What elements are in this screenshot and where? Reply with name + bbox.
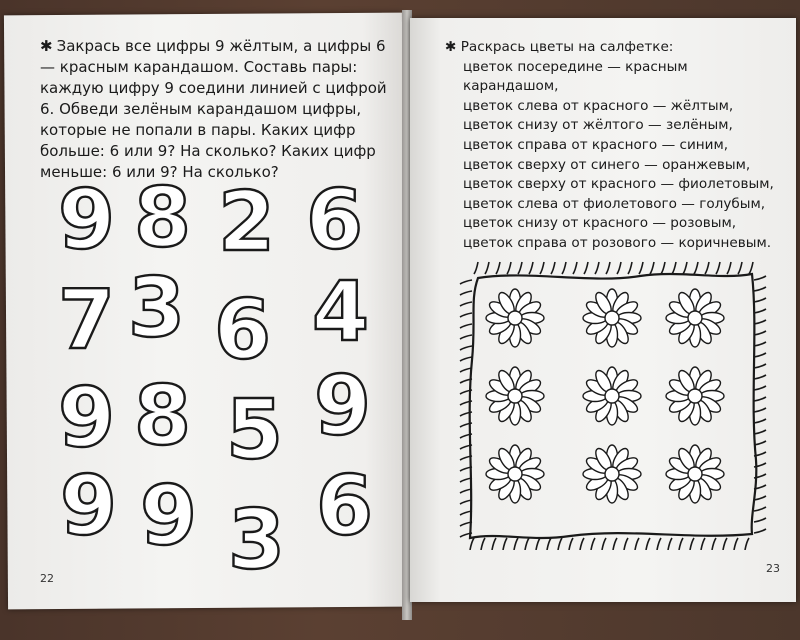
instruction-line: цветок слева от фиолетового — голубым, <box>463 195 766 212</box>
digit: 7 <box>58 273 116 368</box>
digit: 3 <box>228 493 286 588</box>
fringe-curl <box>460 357 472 361</box>
fringe-curl <box>745 538 749 550</box>
right-task-heading <box>445 38 785 58</box>
fringe-curl <box>536 538 540 550</box>
fringe-curl <box>754 507 766 511</box>
fringe-curl <box>496 262 500 274</box>
fringe-curl <box>529 262 533 274</box>
digit: 2 <box>218 175 276 270</box>
fringe-curl <box>701 538 705 550</box>
flower-center <box>688 389 702 403</box>
fringe-curl <box>754 364 766 368</box>
fringe-curl <box>754 342 766 346</box>
fringe-curl <box>683 262 687 274</box>
fringe-curl <box>672 262 676 274</box>
digit: 6 <box>214 283 272 378</box>
left-task-text: Закрась все цифры 9 жёлтым, а цифры 6 — красным карандашом. Составь пары: каждую цифру 9 соедини линией с цифрой 6. Обведи зелёным карандашом цифры, которые не попали в пары. Каких цифр больше: 6 или 9? На сколько? Каких цифр меньше: 6 или 9? На сколько? <box>40 37 387 181</box>
digit: 6 <box>306 173 364 268</box>
fringe-curl <box>569 538 573 550</box>
instruction-line: цветок снизу от красного — розовым, <box>463 215 737 232</box>
instruction-line: цветок справа от розового — коричневым. <box>463 234 772 251</box>
fringe-curl <box>507 262 511 274</box>
fringe-curl <box>668 538 672 550</box>
fringe-curl <box>573 262 577 274</box>
digit: 9 <box>58 173 116 268</box>
left-page-number: 22 <box>40 572 54 585</box>
fringe-curl <box>754 353 766 357</box>
instruction-line: цветок слева от красного — жёлтым, <box>463 97 734 114</box>
flowers-grid <box>486 289 724 503</box>
fringe-curl <box>705 262 709 274</box>
fringe-curl <box>650 262 654 274</box>
fringe-curl <box>712 538 716 550</box>
fringe-curl <box>646 538 650 550</box>
task-bullet-icon: ✱ <box>40 37 53 55</box>
flower <box>666 445 724 503</box>
flower <box>583 289 641 347</box>
fringe-curl <box>754 430 766 434</box>
fringe-curl <box>639 262 643 274</box>
fringe-curl <box>754 518 766 522</box>
fringe-curl <box>460 346 472 350</box>
flower-center <box>508 467 522 481</box>
fringe-curl <box>754 276 766 280</box>
instruction-line: цветок справа от красного — синим, <box>463 136 729 153</box>
fringe-curl <box>492 538 496 550</box>
fringe-curl <box>624 538 628 550</box>
fringe-curl <box>734 538 738 550</box>
fringe-curl <box>716 262 720 274</box>
fringe-curl <box>635 538 639 550</box>
digit: 9 <box>314 359 372 454</box>
fringe-curl <box>460 302 472 306</box>
fringe-curl <box>547 538 551 550</box>
fringe-curl <box>558 538 562 550</box>
flower-center <box>605 467 619 481</box>
fringe-curl <box>754 375 766 379</box>
fringe-curl <box>754 320 766 324</box>
digit: 6 <box>316 459 374 554</box>
fringe-curl <box>679 538 683 550</box>
fringe-curl <box>540 262 544 274</box>
right-page-number: 23 <box>766 562 780 575</box>
outlined-digits-grid <box>0 0 404 620</box>
flower-center <box>688 467 702 481</box>
digit: 8 <box>134 171 192 266</box>
fringe-curl <box>518 262 522 274</box>
fringe-curl <box>602 538 606 550</box>
fringe-curl <box>754 386 766 390</box>
fringe-curl <box>460 280 472 284</box>
fringe-curl <box>481 538 485 550</box>
flower-center <box>688 311 702 325</box>
instruction-line: цветок снизу от жёлтого — зелёным, <box>463 117 733 134</box>
instruction-line: цветок сверху от синего — оранжевым, <box>463 156 751 173</box>
fringe-curl <box>584 262 588 274</box>
fringe-curl <box>727 262 731 274</box>
flower-center <box>508 311 522 325</box>
fringe-curl <box>460 313 472 317</box>
task-bullet-icon: ✱ <box>445 39 457 55</box>
fringe-curl <box>525 538 529 550</box>
fringe-curl <box>723 538 727 550</box>
fringe-curl <box>754 309 766 313</box>
digit: 9 <box>60 459 118 554</box>
right-heading-text: Раскрась цветы на салфетке: <box>460 39 674 55</box>
fringe-curl <box>460 324 472 328</box>
fringe-curl <box>485 262 489 274</box>
digit: 3 <box>128 261 186 356</box>
fringe-curl <box>754 419 766 423</box>
fringe-curl <box>460 291 472 295</box>
flower-center <box>605 311 619 325</box>
flower <box>486 367 544 425</box>
digit: 9 <box>58 371 116 466</box>
fringe-curl <box>606 262 610 274</box>
digit: 5 <box>226 383 284 478</box>
fringe-curl <box>470 538 474 550</box>
digit: 8 <box>134 369 192 464</box>
fringe-curl <box>562 262 566 274</box>
fringe-curl <box>754 397 766 401</box>
fringe-curl <box>754 496 766 500</box>
fringe-curl <box>617 262 621 274</box>
fringe-curl <box>754 408 766 412</box>
fringe-curl <box>503 538 507 550</box>
fringe-curl <box>694 262 698 274</box>
digit: 9 <box>140 469 198 564</box>
flower-center <box>508 389 522 403</box>
flower <box>583 445 641 503</box>
flower <box>666 289 724 347</box>
fringe-curl <box>754 529 766 533</box>
fringe-curl <box>580 538 584 550</box>
fringe-curl <box>613 538 617 550</box>
fringe-curl <box>460 335 472 339</box>
fringe-curl <box>738 262 742 274</box>
fringe-curl <box>754 287 766 291</box>
flower <box>486 445 544 503</box>
flower-center <box>605 389 619 403</box>
fringe-curl <box>591 538 595 550</box>
right-task-instructions <box>445 38 785 254</box>
digit: 4 <box>312 265 370 360</box>
flower <box>666 367 724 425</box>
instruction-line: цветок посередине — красным карандашом, <box>463 58 688 95</box>
fringe-curl <box>754 331 766 335</box>
fringe-curl <box>474 262 478 274</box>
fringe-curl <box>749 262 753 274</box>
fringe-curl <box>595 262 599 274</box>
fringe-curl <box>551 262 555 274</box>
napkin-illustration <box>440 250 780 550</box>
fringe-curl <box>754 298 766 302</box>
flower <box>486 289 544 347</box>
fringe-curl <box>690 538 694 550</box>
fringe-curl <box>657 538 661 550</box>
fringe-curl <box>514 538 518 550</box>
flower <box>583 367 641 425</box>
fringe-curl <box>661 262 665 274</box>
fringe-curl <box>628 262 632 274</box>
instruction-line: цветок сверху от красного — фиолетовым, <box>463 176 774 193</box>
